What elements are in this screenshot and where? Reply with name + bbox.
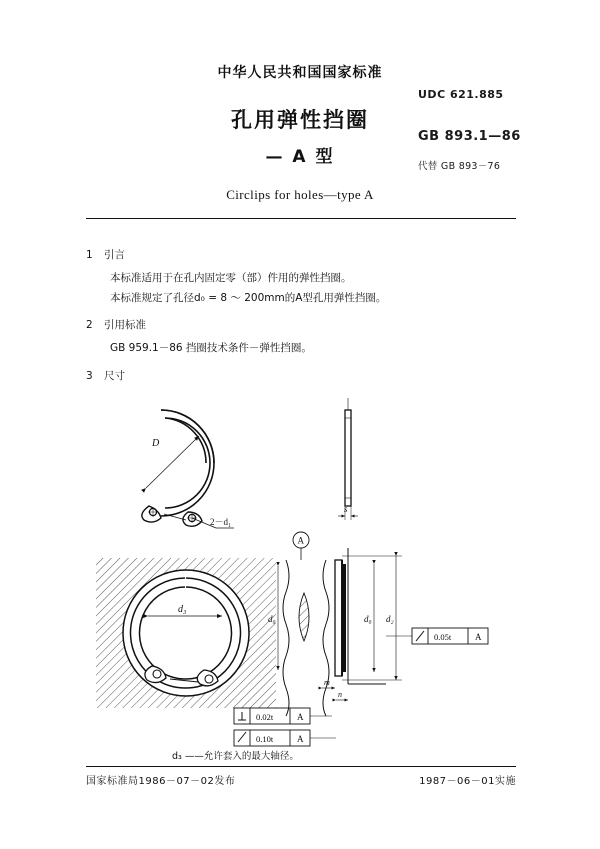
tolerance-frame-005 xyxy=(386,628,488,644)
label-d0-right: d₀ xyxy=(364,614,372,624)
section-2 xyxy=(86,318,526,357)
section-1-body xyxy=(110,271,526,307)
circlip-side-view xyxy=(338,398,358,520)
section-2-paragraph-1: GB 959.1－86 挡圈技术条件－弹性挡圈。 xyxy=(110,342,312,354)
standard-number: GB 893.1—86 xyxy=(418,129,521,144)
footer-effective-date: 1987－06－01实施 xyxy=(419,776,516,787)
section-2-number: 2 xyxy=(86,319,93,332)
document-footer xyxy=(86,772,516,787)
tolerance-frame-010 xyxy=(234,730,336,746)
tolerance-datum-005: A xyxy=(475,632,482,642)
label-d3: d₃ xyxy=(178,604,187,615)
circlip-front-view xyxy=(142,410,234,528)
national-standard-line: 中华人民共和国国家标准 xyxy=(217,65,383,81)
document-title-english: Circlips for holes—type A xyxy=(226,187,374,202)
label-d2: d₂ xyxy=(386,614,394,624)
tolerance-value-010: 0.10t xyxy=(256,734,274,744)
section-3-title: 尺寸 xyxy=(104,369,125,382)
section-1-number: 1 xyxy=(86,249,93,261)
section-1-heading xyxy=(86,248,526,264)
section-1 xyxy=(86,248,526,306)
section-3 xyxy=(86,369,526,385)
tolerance-frame-002 xyxy=(234,708,332,724)
lug-right xyxy=(183,512,202,526)
tolerance-value-005: 0.05t xyxy=(434,632,452,642)
footer-issue-date: 国家标准局1986－07－02发布 xyxy=(86,776,236,787)
label-dim-m: m xyxy=(324,678,330,687)
circlip-drawing-svg xyxy=(86,388,516,756)
label-d0-left: d₀ xyxy=(268,614,276,624)
lug-left xyxy=(142,506,161,522)
label-diameter-D: D xyxy=(152,438,160,449)
assembly-section-view xyxy=(96,558,276,708)
footer-divider xyxy=(86,766,516,767)
header-divider xyxy=(86,218,516,219)
replaces-note: 代替 GB 893－76 xyxy=(418,161,501,172)
section-2-body xyxy=(110,341,526,357)
drawing-note: d₃ ——允许套入的最大轴径。 xyxy=(172,751,299,762)
tolerance-datum-010: A xyxy=(297,734,304,744)
document-title-line1: 孔用弹性挡圈 xyxy=(231,108,369,132)
section-2-heading xyxy=(86,318,526,334)
document-title-line2: — A 型 xyxy=(265,147,335,167)
section-1-title: 引言 xyxy=(104,249,125,261)
label-datum-A-top: A xyxy=(297,535,304,546)
tolerance-datum-002: A xyxy=(297,712,304,722)
label-dim-n: n xyxy=(338,690,342,699)
technical-drawing xyxy=(86,388,516,756)
section-3-number: 3 xyxy=(86,369,93,382)
tolerance-value-002: 0.02t xyxy=(256,712,274,722)
standard-meta-block xyxy=(418,88,558,172)
udc-code: UDC 621.885 xyxy=(418,88,504,101)
section-3-heading xyxy=(86,369,526,385)
label-thickness-s: s xyxy=(344,504,348,514)
section-2-title: 引用标准 xyxy=(104,319,146,332)
section-1-paragraph-1: 本标准适用于在孔内固定零（部）件用的弹性挡圈。 xyxy=(110,271,352,284)
document-body xyxy=(86,236,526,385)
section-1-paragraph-2: 本标准规定了孔径d₀ = 8 ～ 200mm的A型孔用弹性挡圈。 xyxy=(110,291,387,304)
label-2-d1: 2－d₁ xyxy=(210,517,232,527)
